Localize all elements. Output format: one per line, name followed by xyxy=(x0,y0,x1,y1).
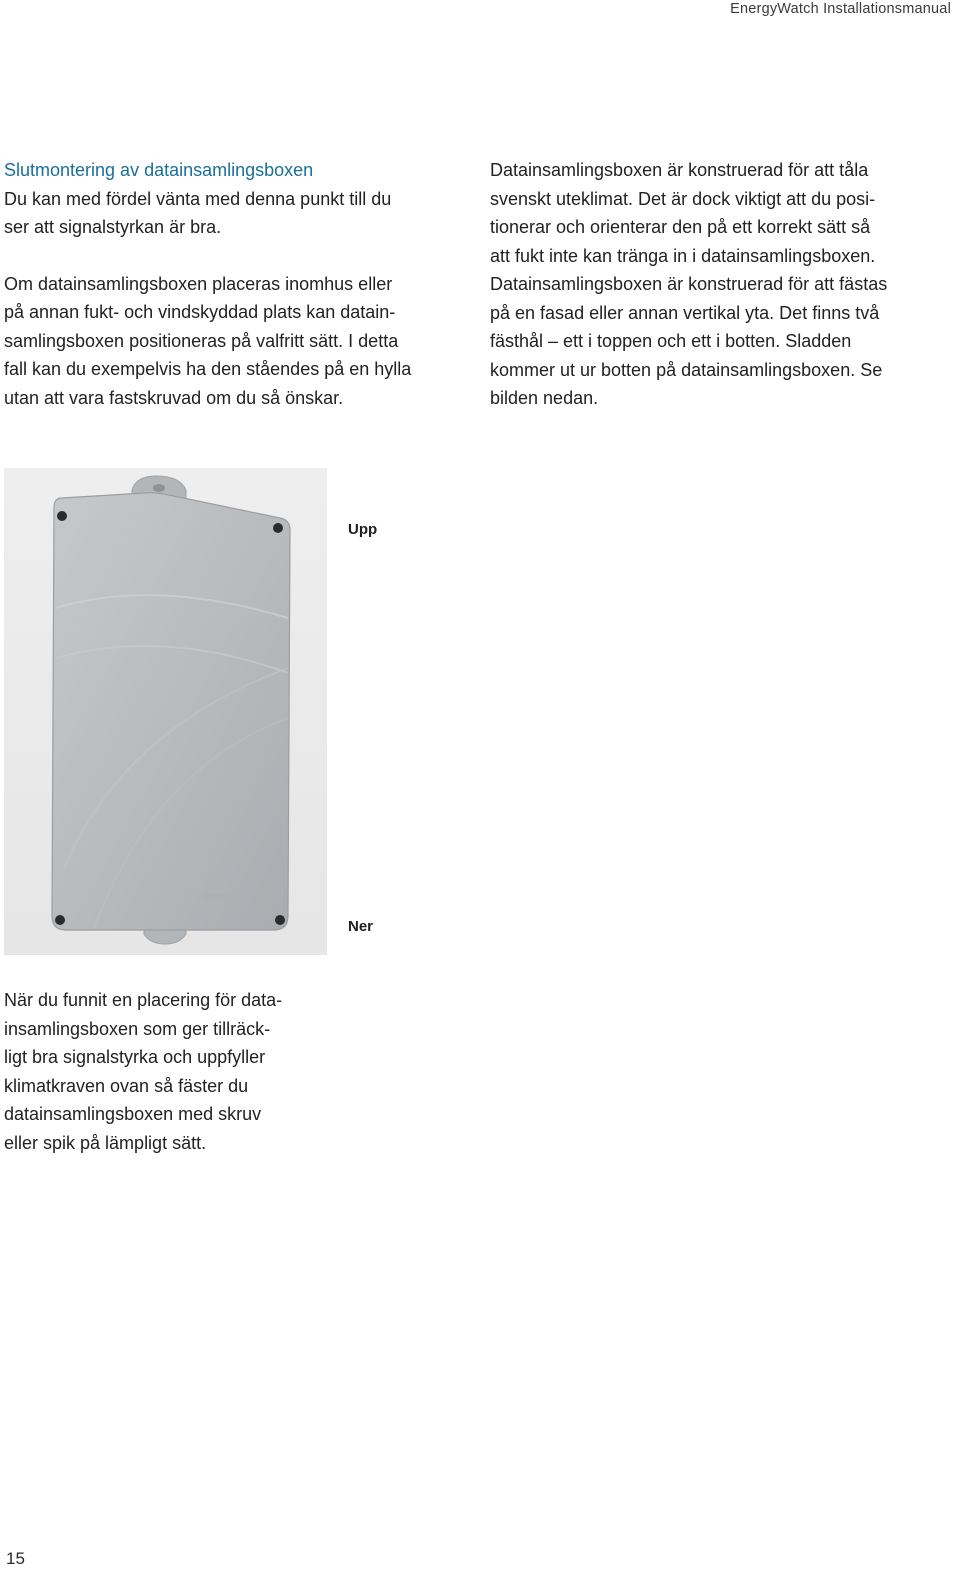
paragraph-line: Du kan med fördel vänta med denna punkt till du xyxy=(4,188,392,209)
page-number: 15 xyxy=(6,1549,25,1568)
paragraph-line: ligt bra signalstyrka och uppfyller xyxy=(4,1047,266,1067)
left-column xyxy=(4,156,474,412)
paragraph-line: insamlingsboxen som ger tillräck- xyxy=(4,1018,271,1039)
paragraph-line: fall kan du exempelvis ha den ståendes på en hylla xyxy=(4,359,412,379)
paragraph-line: fästhål – ett i toppen och ett i botten. Sladden xyxy=(490,331,852,351)
screw-top-left xyxy=(57,511,67,521)
paragraph-line: eller spik på lämpligt sätt. xyxy=(4,1132,207,1153)
paragraph-line: När du funnit en placering för data- xyxy=(4,990,283,1010)
right-column xyxy=(490,156,952,413)
paragraph-line: på en fasad eller annan vertikal yta. Det finns två xyxy=(490,302,880,323)
paragraph-line: ser att signalstyrkan är bra. xyxy=(4,217,222,237)
paragraph-line: Datainsamlingsboxen är konstruerad för att fästas xyxy=(490,274,888,294)
paragraph-line: Datainsamlingsboxen är konstruerad för att tåla xyxy=(490,160,869,180)
label-down: Ner xyxy=(348,918,374,935)
paragraph-line: klimatkraven ovan så fäster du xyxy=(4,1075,249,1096)
paragraph-line: kommer ut ur botten på datainsamlingsboxen. Se xyxy=(490,359,883,380)
screw-bottom-right xyxy=(275,915,285,925)
label-up: Upp xyxy=(348,521,378,538)
running-header: EnergyWatch Installationsmanual xyxy=(730,1,951,17)
paragraph-line: tionerar och orienterar den på ett korrekt sätt så xyxy=(490,217,871,237)
paragraph-line: samlingsboxen positioneras på valfritt sätt. I detta xyxy=(4,330,399,351)
box-body xyxy=(52,493,290,930)
bottom-paragraph xyxy=(4,986,339,1157)
paragraph-line: på annan fukt- och vindskyddad plats kan datain- xyxy=(4,302,396,322)
paragraph-line: bilden nedan. xyxy=(490,388,599,408)
data-collection-box-illustration xyxy=(4,468,327,955)
screw-top-right xyxy=(273,523,283,533)
paragraph-line: svenskt uteklimat. Det är dock viktigt att du posi- xyxy=(490,188,876,209)
screw-bottom-left xyxy=(55,915,65,925)
paragraph-line: datainsamlingsboxen med skruv xyxy=(4,1104,262,1124)
data-collection-box-photo xyxy=(4,468,327,955)
paragraph-line: utan att vara fastskruvad om du så önskar. xyxy=(4,387,344,408)
section-heading: Slutmontering av datainsamlingsboxen xyxy=(4,160,314,180)
paragraph-line: att fukt inte kan tränga in i datainsamlingsboxen. xyxy=(490,245,876,266)
paragraph-line: Om datainsamlingsboxen placeras inomhus eller xyxy=(4,273,393,294)
